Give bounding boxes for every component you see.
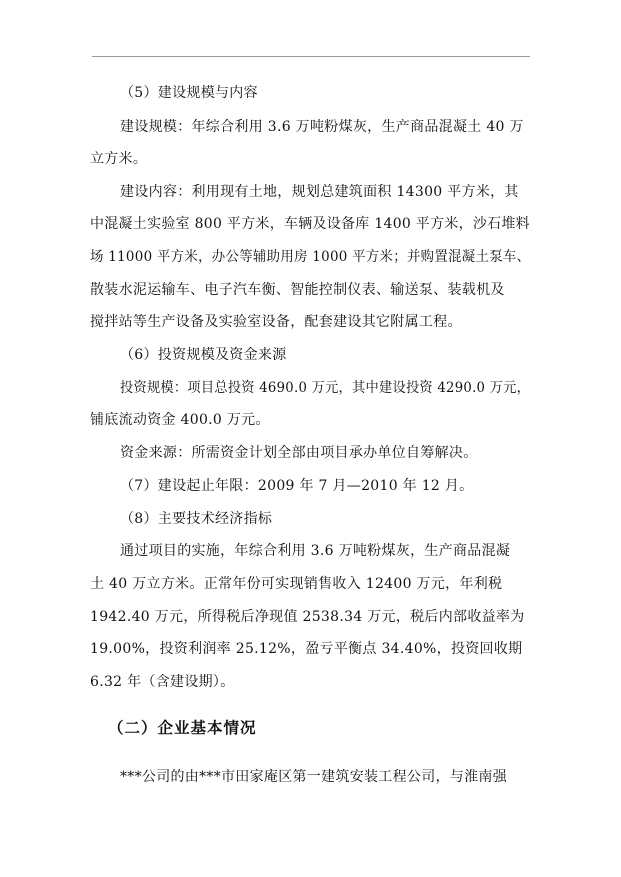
paragraph-line: 建设内容：利用现有土地，规划总建筑面积 14300 平方米，其 <box>120 184 519 200</box>
paragraph-line: 19.00%，投资利润率 25.12%，盈亏平衡点 34.40%，投资回收期 <box>90 641 523 657</box>
paragraph-line: 6.32 年（含建设期）。 <box>90 674 235 690</box>
paragraph-line: 1942.40 万元，所得税后净现值 2538.34 万元，税后内部收益率为 <box>90 609 525 625</box>
subsection-heading-5: （5）建设规模与内容 <box>120 85 258 101</box>
subsection-heading-6: （6）投资规模及资金来源 <box>120 347 287 363</box>
paragraph-line: 资金来源：所需资金计划全部由项目承办单位自筹解决。 <box>120 445 478 461</box>
subsection-heading-7: （7）建设起止年限：2009 年 7 月—2010 年 12 月。 <box>120 478 474 494</box>
paragraph-line: 通过项目的实施，年综合利用 3.6 万吨粉煤灰，生产商品混凝 <box>120 543 511 559</box>
paragraph-line: 建设规模：年综合利用 3.6 万吨粉煤灰，生产商品混凝土 40 万 <box>120 119 524 135</box>
subsection-heading-8: （8）主要技术经济指标 <box>120 511 273 527</box>
paragraph-line: ***公司的由***市田家庵区第一建筑安装工程公司，与淮南强 <box>120 769 507 785</box>
paragraph-line: 立方米。 <box>90 151 148 167</box>
paragraph-line: 搅拌站等生产设备及实验室设备，配套建设其它附属工程。 <box>90 314 462 330</box>
paragraph-line: 投资规模：项目总投资 4690.0 万元，其中建设投资 4290.0 万元， <box>120 380 531 396</box>
paragraph-line: 散装水泥运输车、电子汽车衡、智能控制仪表、输送泵、装载机及 <box>90 282 505 298</box>
section-heading-enterprise: （二）企业基本情况 <box>108 719 257 737</box>
paragraph-line: 土 40 万立方米。正常年份可实现销售收入 12400 万元，年利税 <box>90 576 503 592</box>
paragraph-line: 铺底流动资金 400.0 万元。 <box>90 412 270 428</box>
paragraph-line: 场 11000 平方米，办公等辅助用房 1000 平方米；并购置混凝土泵车、 <box>90 249 531 265</box>
paragraph-line: 中混凝土实验室 800 平方米，车辆及设备库 1400 平方米，沙石堆料 <box>90 216 530 232</box>
header-rule <box>92 56 530 57</box>
